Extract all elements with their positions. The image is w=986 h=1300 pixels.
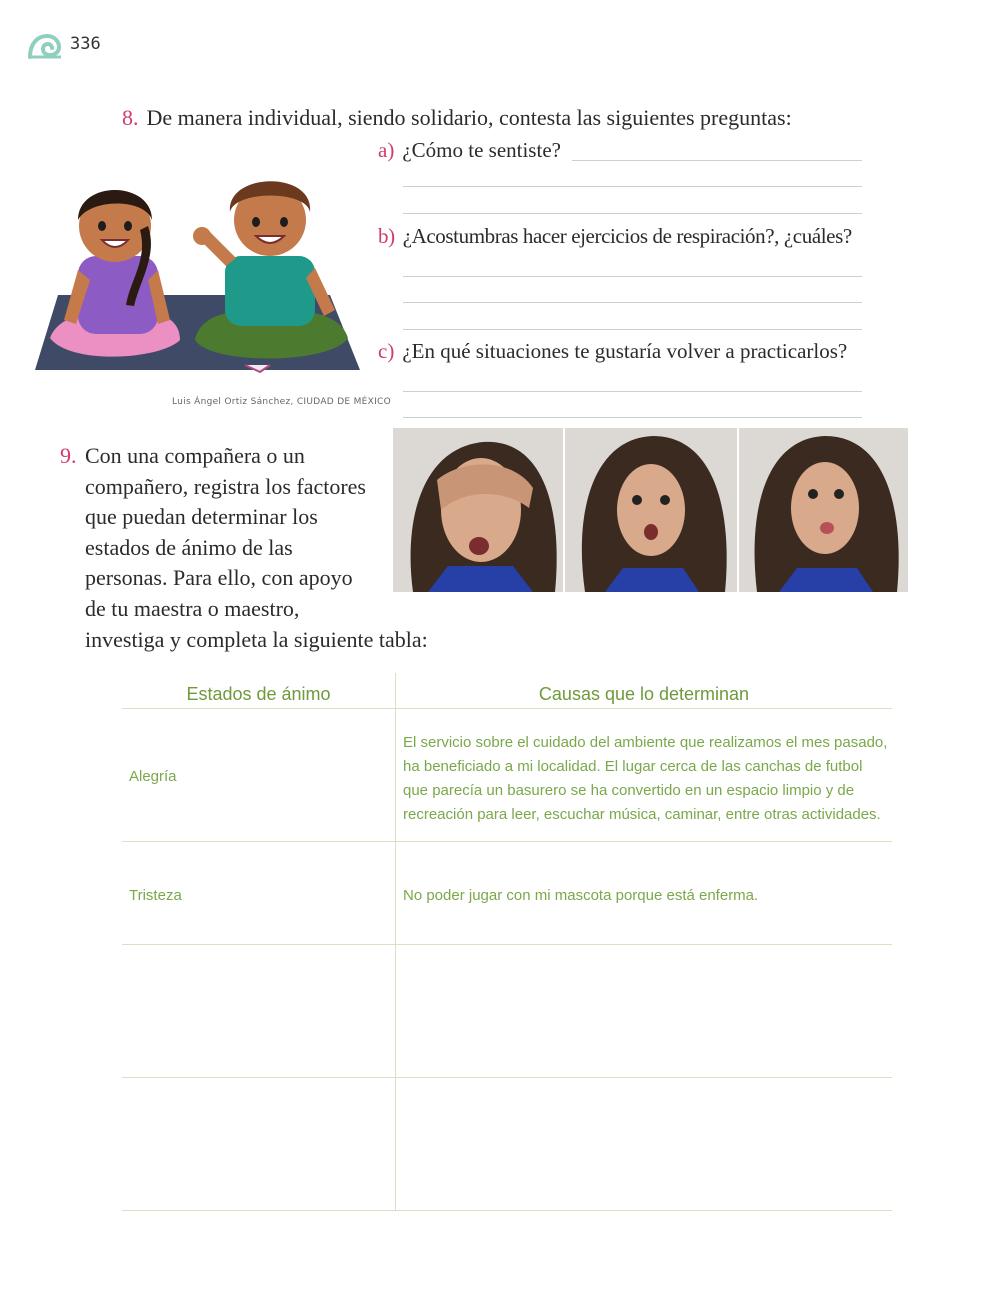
answer-line[interactable] [572, 160, 862, 161]
photo-puckered-lips [739, 428, 908, 592]
question-9-number: 9. [60, 443, 77, 468]
answer-line[interactable] [403, 213, 862, 214]
table-cell-causa-empty[interactable] [396, 945, 892, 1076]
question-8c-text: ¿En qué situaciones te gustaría volver a practicarlos? [402, 339, 848, 363]
table-cell-estado[interactable]: Tristeza [129, 887, 182, 904]
answer-line[interactable] [403, 276, 862, 277]
question-9-line: que puedan determinar los [85, 504, 318, 530]
page-number: 336 [70, 34, 101, 54]
causa-line: No poder jugar con mi mascota porque está enferma. [403, 887, 759, 904]
question-9 [60, 441, 450, 655]
question-8-text: De manera individual, siendo solidario, contesta las siguientes preguntas: [146, 105, 792, 130]
spiral-logo-icon [28, 33, 62, 59]
causa-line: recreación para leer, escuchar música, caminar, entre otras actividades. [403, 806, 881, 823]
table-header-estados: Estados de ánimo [186, 684, 331, 704]
question-8a-text: ¿Cómo te sentiste? [402, 138, 561, 162]
table-row-divider [122, 1210, 892, 1211]
table-row-divider [122, 708, 892, 709]
question-8-number: 8. [122, 105, 139, 130]
causa-line: que parecía un basurero se ha convertido en un espacio limpio y de [403, 782, 855, 799]
table-row-divider [122, 841, 892, 842]
table-cell-causa[interactable] [403, 884, 758, 908]
table-cell-causa-empty[interactable] [396, 1078, 892, 1209]
table-header-causas: Causas que lo determinan [538, 684, 750, 704]
answer-line[interactable] [403, 329, 862, 330]
table-cell-causa[interactable] [403, 731, 889, 827]
question-9-line: personas. Para ello, con apoyo [85, 565, 353, 591]
causa-line: ha beneficiado a mi localidad. El lugar cerca de las canchas de futbol [403, 758, 863, 775]
question-8c [378, 339, 847, 364]
question-8c-letter: c) [378, 339, 395, 363]
question-8 [122, 103, 792, 133]
question-9-line: investiga y completa la siguiente tabla: [85, 626, 428, 652]
question-9-line: Con una compañera o un [85, 443, 305, 468]
question-8b-letter: b) [378, 224, 395, 248]
answer-line[interactable] [403, 186, 862, 187]
question-8b-text: ¿Acostumbras hacer ejercicios de respiración?, ¿cuáles? [402, 224, 852, 248]
kids-on-mat-illustration [30, 160, 370, 392]
question-9-line: compañero, registra los factores [85, 473, 366, 499]
question-9-line: de tu maestra o maestro, [85, 595, 300, 621]
question-9-line: estados de ánimo de las [85, 534, 293, 560]
answer-line[interactable] [403, 391, 862, 392]
table-cell-estado-empty[interactable] [122, 945, 395, 1076]
table-cell-estado-empty[interactable] [122, 1078, 395, 1209]
answer-line[interactable] [403, 417, 862, 418]
question-8a-letter: a) [378, 138, 395, 162]
table-cell-estado[interactable]: Alegría [129, 768, 177, 785]
question-8a [378, 138, 561, 163]
answer-line[interactable] [403, 302, 862, 303]
question-8b [378, 224, 852, 249]
illustration-credit: Luis Ángel Ortiz Sánchez, CIUDAD DE MÉXICO [172, 397, 392, 407]
photo-surprised-face [565, 428, 737, 592]
causa-line: El servicio sobre el cuidado del ambiente que realizamos el mes pasado, [403, 734, 888, 751]
